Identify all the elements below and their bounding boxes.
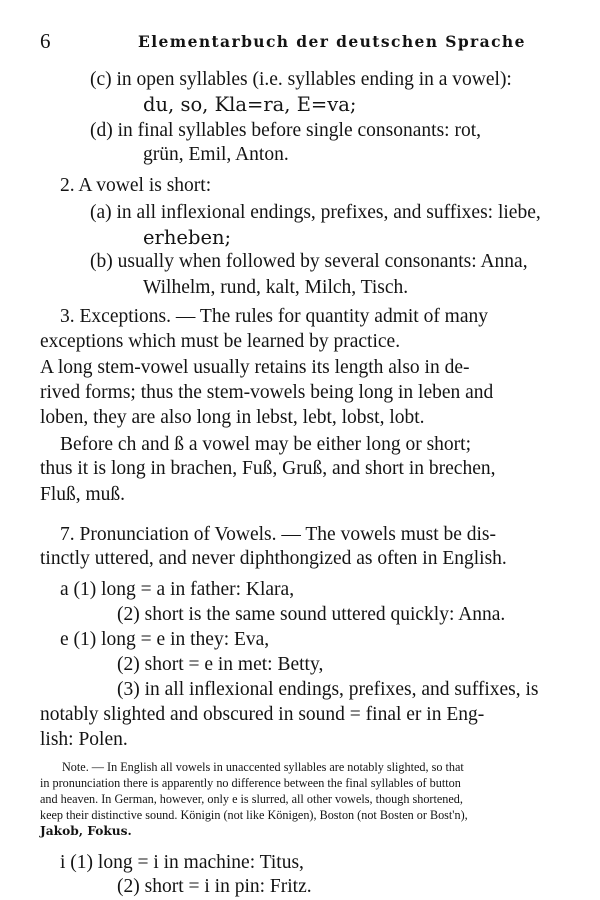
- text-line-14: loben, they are also long in lebst, lebt, lobst, lobt.: [40, 407, 425, 428]
- vowel-i-line-2: (2) short = i in pin: Fritz.: [117, 876, 312, 897]
- running-title: Elementarbuch der deutschen Sprache: [138, 32, 526, 51]
- text-line-8: (b) usually when followed by several consonants: Anna,: [90, 251, 528, 272]
- text-line-6: (a) in all inflexional endings, prefixes, and suffixes: liebe,: [90, 202, 541, 223]
- note-line-3: and heaven. In German, however, only e is slurred, all other vowels, though shortened,: [40, 792, 463, 806]
- text-line-11: exceptions which must be learned by practice.: [40, 331, 401, 352]
- text-line-12: A long stem-vowel usually retains its length also in de-: [40, 357, 470, 378]
- text-line-4: grün, Emil, Anton.: [143, 144, 289, 165]
- text-line-9: Wilhelm, rund, kalt, Milch, Tisch.: [143, 277, 409, 298]
- text-line-5: 2. A vowel is short:: [60, 175, 212, 196]
- vowel-a-line-1: a (1) long = a in father: Klara,: [60, 579, 295, 600]
- vowel-e-line-5: lish: Polen.: [40, 729, 128, 750]
- text-line-2: du, so, Kla=ra, E=va;: [143, 93, 357, 116]
- text-line-15: Before ch and ß a vowel may be either long or short;: [60, 434, 471, 455]
- text-line-10: 3. Exceptions. — The rules for quantity admit of many: [60, 306, 489, 327]
- text-line-7: erheben;: [143, 226, 232, 249]
- vowel-a-line-2: (2) short is the same sound uttered quickly: Anna.: [117, 604, 506, 625]
- vowel-e-line-1: e (1) long = e in they: Eva,: [60, 629, 270, 650]
- page-number: 6: [40, 29, 51, 53]
- note-line-5: Jakob, Fokus.: [40, 824, 132, 838]
- text-line-3: (d) in final syllables before single consonants: rot,: [90, 120, 481, 141]
- text-line-17: Fluß, muß.: [40, 484, 126, 505]
- text-line-1: (c) in open syllables (i.e. syllables ending in a vowel):: [90, 69, 512, 90]
- text-line-16: thus it is long in brachen, Fuß, Gruß, and short in brechen,: [40, 458, 496, 479]
- text-line-13: rived forms; thus the stem-vowels being long in leben and: [40, 382, 494, 403]
- note-line-1: Note. — In English all vowels in unaccented syllables are notably slighted, so that: [62, 760, 464, 774]
- section-heading-line: 7. Pronunciation of Vowels. — The vowels must be dis-: [60, 524, 497, 545]
- note-line-4: keep their distinctive sound. Königin (not like Königen), Boston (not Bosten or Bost'n),: [40, 808, 468, 822]
- note-line-2: in pronunciation there is apparently no difference between the final syllables of button: [40, 776, 461, 790]
- vowel-e-line-2: (2) short = e in met: Betty,: [117, 654, 324, 675]
- vowel-e-line-3: (3) in all inflexional endings, prefixes, and suffixes, is: [117, 679, 539, 700]
- vowel-i-line-1: i (1) long = i in machine: Titus,: [60, 852, 304, 873]
- vowel-e-line-4: notably slighted and obscured in sound = final er in Eng-: [40, 704, 485, 725]
- text-line-19: tinctly uttered, and never diphthongized as often in English.: [40, 548, 507, 569]
